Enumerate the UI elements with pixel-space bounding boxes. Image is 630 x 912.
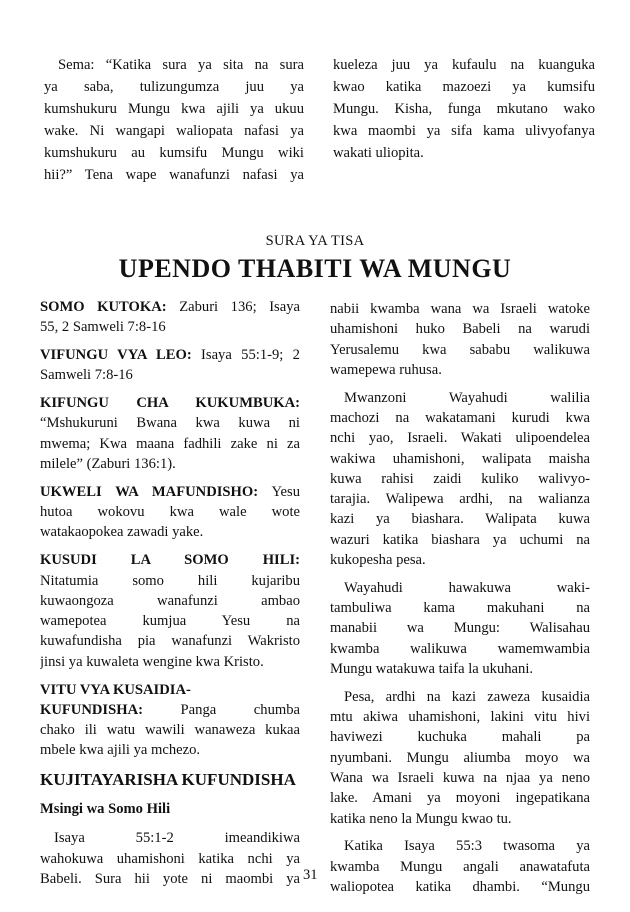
bold-label: KUSUDI LA SOMO HILI: bbox=[40, 552, 300, 569]
line-text: kuwaongoza wanafunzi ambao bbox=[40, 592, 300, 609]
text-line bbox=[44, 120, 304, 142]
text-line bbox=[40, 652, 300, 672]
line-text: mtu akiwa uhamishoni, lakini vitu hivi bbox=[330, 709, 590, 726]
text-line bbox=[330, 388, 590, 408]
line-text: uhamishoni huko Babeli na warudi bbox=[330, 321, 590, 338]
line-text: Wayahudi hawakuwa waki- bbox=[344, 579, 590, 596]
right-column bbox=[330, 299, 590, 905]
line-text: Zaburi 136; Isaya bbox=[166, 299, 300, 315]
paragraph bbox=[40, 393, 300, 474]
line-text: Yerusalemu kwa sababu walikuwa bbox=[330, 341, 590, 358]
text-line bbox=[330, 788, 590, 808]
line-text: machozi na wakatamani kurudi kwa bbox=[330, 409, 590, 426]
text-line bbox=[330, 748, 590, 768]
text-line bbox=[330, 340, 590, 360]
line-text: hutoa wokovu kwa wale wote bbox=[40, 504, 300, 521]
line-text: Panga chumba bbox=[142, 701, 300, 718]
line-text: wamepewa ruhusa. bbox=[330, 361, 442, 378]
line-text: tambuliwa kama makuhani na bbox=[330, 600, 590, 617]
line-text: haviwezi kuchuka mahali pa bbox=[330, 729, 590, 746]
paragraph bbox=[40, 680, 300, 761]
text-line bbox=[40, 317, 300, 337]
line-text: wazuri katika biashara ya uchumi na bbox=[330, 531, 590, 548]
text-line bbox=[40, 345, 300, 365]
text-line bbox=[333, 76, 595, 98]
line-text: milele” (Zaburi 136:1). bbox=[40, 456, 176, 473]
paragraph bbox=[40, 828, 300, 889]
line-text: jinsi ya kuwaleta wengine kwa Kristo. bbox=[40, 653, 264, 670]
text-line bbox=[330, 449, 590, 469]
text-line bbox=[40, 720, 300, 740]
line-text: kwamba Mungu angali anawatafuta bbox=[330, 858, 590, 875]
text-line bbox=[40, 591, 300, 611]
line-text: mbele kwa ajili ya mchezo. bbox=[40, 742, 201, 759]
text-line bbox=[40, 522, 300, 542]
text-line bbox=[330, 550, 590, 570]
line-text: wahokuwa uhamishoni katika nchi ya bbox=[40, 850, 300, 867]
text-line bbox=[40, 631, 300, 651]
text-line bbox=[40, 502, 300, 522]
line-text: Sema: “Katika sura ya sita na sura bbox=[58, 57, 304, 73]
text-line bbox=[330, 598, 590, 618]
text-line bbox=[330, 768, 590, 788]
line-text: Pesa, ardhi na kazi zaweza kusaidia bbox=[344, 688, 590, 705]
line-text: kumshukuru au kumsifu Mungu wiki bbox=[44, 145, 304, 161]
paragraph bbox=[330, 578, 590, 679]
text-line bbox=[40, 611, 300, 631]
text-line bbox=[330, 727, 590, 747]
line-text: wake. Ni wangapi waliopata nafasi ya bbox=[44, 123, 304, 139]
line-text: kuwafundisha pia wanafunzi Wakristo bbox=[40, 633, 300, 650]
line-text: mwema; Kwa maana fadhili zake ni za bbox=[40, 435, 300, 452]
text-line bbox=[330, 509, 590, 529]
line-text: Mungu watakuwa taifa la ukuhani. bbox=[330, 661, 534, 678]
paragraph bbox=[40, 550, 300, 672]
text-line bbox=[330, 428, 590, 448]
text-line bbox=[330, 877, 590, 897]
text-line bbox=[330, 707, 590, 727]
text-line bbox=[333, 142, 595, 164]
line-text: kazi ya biashara. Walipata kuwa bbox=[330, 511, 590, 528]
line-text: 55, 2 Samweli 7:8-16 bbox=[40, 319, 166, 336]
line-text: nchi yao, Israeli. Wakati ulipoendelea bbox=[330, 430, 590, 447]
chapter-label: SURA YA TISA bbox=[265, 233, 365, 249]
line-text: manabii wa Mungu: Walisahau bbox=[330, 620, 590, 637]
line-text: chako ili watu wawili wanaweza kukaa bbox=[40, 722, 300, 739]
paragraph bbox=[330, 299, 590, 380]
line-text: Isaya 55:1-9; 2 bbox=[191, 347, 300, 364]
line-text: Wana wa Israeli kuwa na njaa ya neno bbox=[330, 770, 590, 787]
text-line bbox=[40, 434, 300, 454]
intro-paragraph-right bbox=[333, 54, 595, 164]
section-heading: KUJITAYARISHA KUFUNDISHA bbox=[40, 770, 296, 790]
line-text: kueleza juu ya kufaulu na kuanguka bbox=[333, 57, 595, 73]
line-text: wakiwa uhamishoni, walipata maisha bbox=[330, 450, 590, 467]
line-text: nyumbani. Mungu aliumba moyo wa bbox=[330, 749, 590, 766]
text-line bbox=[330, 530, 590, 550]
text-line bbox=[40, 393, 300, 413]
line-text: kukopesha pesa. bbox=[330, 552, 426, 569]
line-text: Samweli 7:8-16 bbox=[40, 367, 133, 384]
line-text: Nitatumia somo hili kujaribu bbox=[40, 572, 300, 589]
bold-label: VIFUNGU VYA LEO: bbox=[40, 347, 192, 364]
text-line bbox=[330, 659, 590, 679]
line-text: tarajia. Walipewa ardhi, na walianza bbox=[330, 491, 590, 508]
text-line bbox=[40, 365, 300, 385]
bold-label: KIFUNGU CHA KUKUMBUKA: bbox=[40, 395, 300, 412]
line-text: Mungu. Kisha, funga mkutano wako bbox=[333, 101, 595, 117]
line-text: lake. Amani ya moyoni ingepatikana bbox=[330, 790, 590, 807]
line-text: kwa maombi ya sifa kama ulivyofanya bbox=[333, 123, 595, 139]
paragraph bbox=[40, 345, 300, 386]
text-line bbox=[330, 578, 590, 598]
text-line bbox=[40, 849, 300, 869]
line-text: kuwa rahisi zaidi kuliko walivyo- bbox=[330, 470, 590, 487]
text-line bbox=[44, 142, 304, 164]
line-text: “Mshukuruni Bwana kwa kuwa ni bbox=[40, 415, 300, 432]
text-line bbox=[40, 571, 300, 591]
paragraph bbox=[330, 836, 590, 897]
line-text: ya saba, tulizungumza juu ya bbox=[44, 79, 304, 95]
text-line bbox=[333, 98, 595, 120]
paragraph bbox=[330, 388, 590, 571]
line-text: watakaopokea zawadi yake. bbox=[40, 524, 204, 541]
text-line bbox=[40, 297, 300, 317]
text-line bbox=[40, 413, 300, 433]
line-text: waliopotea katika dhambi. “Mungu bbox=[330, 879, 590, 896]
chapter-title: UPENDO THABITI WA MUNGU bbox=[118, 254, 512, 283]
line-text: kumshukuru Mungu kwa ajili ya ukuu bbox=[44, 101, 304, 117]
text-line bbox=[333, 54, 595, 76]
text-line bbox=[40, 700, 300, 720]
text-line bbox=[40, 828, 300, 848]
text-line bbox=[330, 299, 590, 319]
text-line bbox=[44, 54, 304, 76]
text-line bbox=[40, 869, 300, 889]
text-line bbox=[330, 469, 590, 489]
line-text: Isaya 55:1-2 imeandikiwa bbox=[54, 830, 300, 847]
line-text: Babeli. Sura hii yote ni maombi ya bbox=[40, 870, 300, 887]
subheading: Msingi wa Somo Hili bbox=[40, 801, 171, 818]
line-text: Katika Isaya 55:3 twasoma ya bbox=[344, 838, 590, 855]
paragraph bbox=[40, 297, 300, 338]
text-line bbox=[330, 408, 590, 428]
line-text: Mwanzoni Wayahudi walilia bbox=[344, 389, 590, 406]
text-line bbox=[44, 164, 304, 186]
text-line bbox=[330, 687, 590, 707]
paragraph bbox=[330, 687, 590, 829]
text-line bbox=[330, 809, 590, 829]
bold-label: UKWELI WA MAFUNDISHO: bbox=[40, 483, 259, 500]
text-line bbox=[44, 76, 304, 98]
line-text: nabii kwamba wana wa Israeli watoke bbox=[330, 301, 590, 317]
bold-label: KUFUNDISHA: bbox=[40, 701, 143, 718]
text-line bbox=[330, 618, 590, 638]
text-line bbox=[330, 489, 590, 509]
text-line bbox=[40, 482, 300, 502]
intro-paragraph-left bbox=[44, 54, 304, 186]
text-line bbox=[333, 120, 595, 142]
left-column bbox=[40, 297, 300, 897]
bold-label: SOMO KUTOKA: bbox=[40, 299, 167, 315]
text-line bbox=[330, 836, 590, 856]
text-line bbox=[330, 857, 590, 877]
line-text: hii?” Tena wape wanafunzi nafasi ya bbox=[44, 167, 304, 183]
text-line bbox=[330, 319, 590, 339]
line-text: wakati uliopita. bbox=[333, 145, 424, 161]
text-line bbox=[40, 550, 300, 570]
text-line bbox=[40, 454, 300, 474]
line-text: Yesu bbox=[258, 483, 300, 500]
line-text: kwamba walikuwa wamemwambia bbox=[330, 640, 590, 657]
text-line bbox=[40, 740, 300, 760]
text-line bbox=[330, 639, 590, 659]
text-line bbox=[44, 98, 304, 120]
line-text: katika neno la Mungu kwao tu. bbox=[330, 810, 512, 827]
text-line bbox=[40, 680, 300, 700]
paragraph bbox=[40, 482, 300, 543]
text-line bbox=[330, 360, 590, 380]
page-number: 31 bbox=[303, 867, 318, 883]
line-text: kwao katika mazoezi ya kumsifu bbox=[333, 79, 595, 95]
bold-label: VITU VYA KUSAIDIA- bbox=[40, 681, 191, 698]
line-text: wamepotea kumjua Yesu na bbox=[40, 613, 300, 630]
